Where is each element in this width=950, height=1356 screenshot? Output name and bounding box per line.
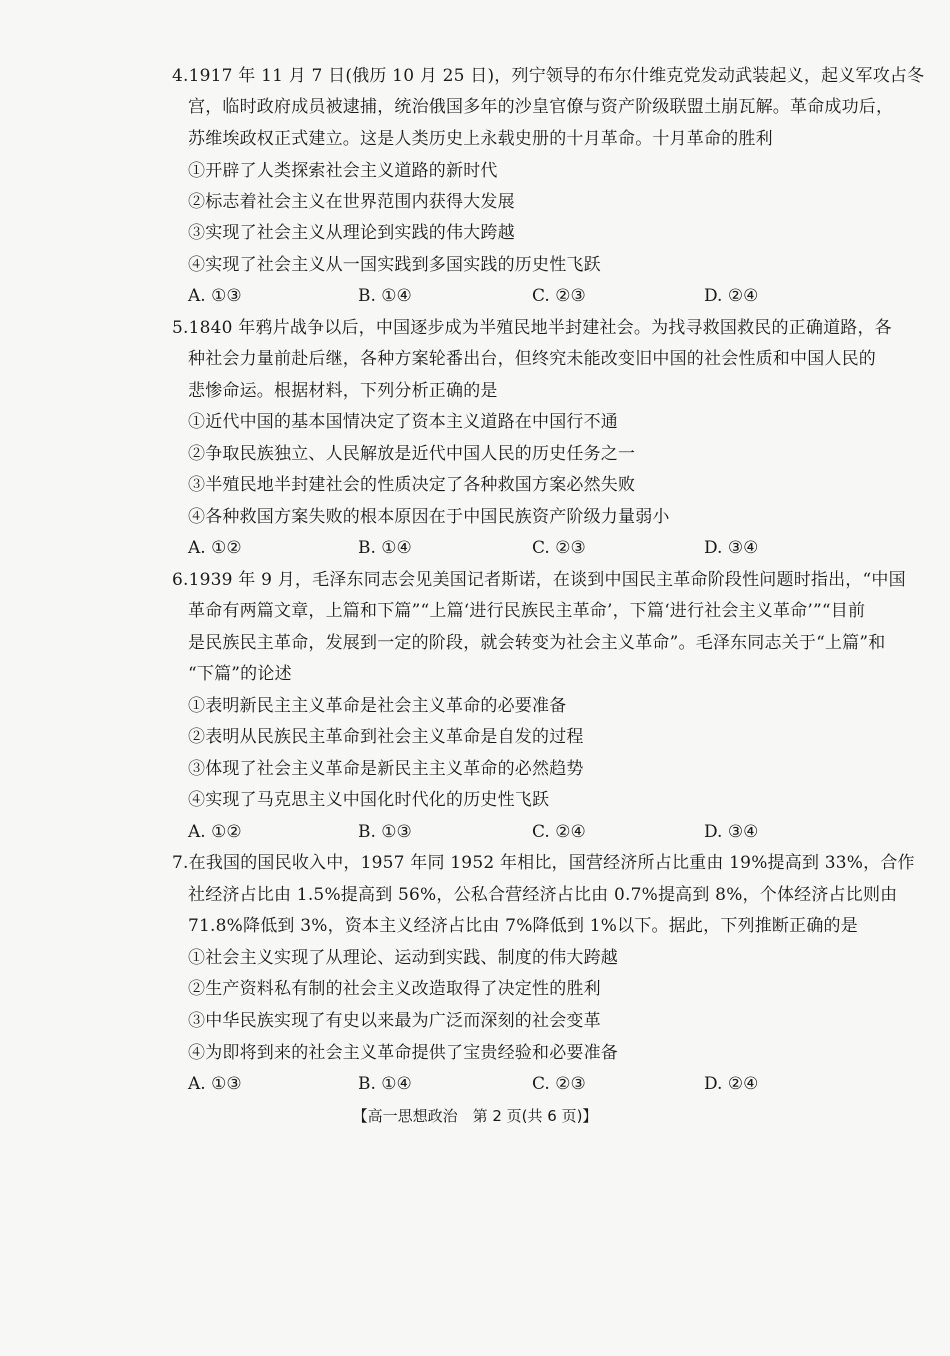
question-stem-line: 悲惨命运。根据材料，下列分析正确的是 <box>188 381 498 401</box>
question-stem-line: 5.1840 年鸦片战争以后，中国逐步成为半殖民地半封建社会。为找寻救国救民的正确道路，各 <box>172 318 892 338</box>
statement-item: ④实现了马克思主义中国化时代化的历史性飞跃 <box>188 790 550 810</box>
question-stem-line: 7.在我国的国民收入中，1957 年同 1952 年相比，国营经济所占比重由 19%提高到 33%，合作 <box>172 853 915 873</box>
option-c[interactable]: C. ②③ <box>532 538 586 558</box>
statement-item: ①开辟了人类探索社会主义道路的新时代 <box>188 161 498 181</box>
question-stem-line: 6.1939 年 9 月，毛泽东同志会见美国记者斯诺，在谈到中国民主革命阶段性问题时指出，“中国 <box>172 570 906 590</box>
statement-item: ①社会主义实现了从理论、运动到实践、制度的伟大跨越 <box>188 948 618 968</box>
option-b[interactable]: B. ①③ <box>358 822 412 842</box>
statement-item: ④各种救国方案失败的根本原因在于中国民族资产阶级力量弱小 <box>188 507 670 527</box>
statement-item: ①表明新民主主义革命是社会主义革命的必要准备 <box>188 696 567 716</box>
statement-item: ③半殖民地半封建社会的性质决定了各种救国方案必然失败 <box>188 475 636 495</box>
statement-item: ①近代中国的基本国情决定了资本主义道路在中国行不通 <box>188 412 618 432</box>
question-stem-line: 4.1917 年 11 月 7 日(俄历 10 月 25 日)，列宁领导的布尔什维克党发动武装起义，起义军攻占冬 <box>172 66 925 86</box>
statement-item: ②争取民族独立、人民解放是近代中国人民的历史任务之一 <box>188 444 636 464</box>
option-d[interactable]: D. ③④ <box>704 538 759 558</box>
option-b[interactable]: B. ①④ <box>358 286 412 306</box>
statement-item: ③体现了社会主义革命是新民主主义革命的必然趋势 <box>188 759 584 779</box>
statement-item: ②生产资料私有制的社会主义改造取得了决定性的胜利 <box>188 979 601 999</box>
answer-options <box>0 1070 950 1098</box>
statement-item: ③实现了社会主义从理论到实践的伟大跨越 <box>188 223 515 243</box>
question-stem-line: 革命有两篇文章，上篇和下篇”“上篇‘进行民族民主革命’，下篇‘进行社会主义革命’”“目前 <box>188 601 866 621</box>
option-d[interactable]: D. ②④ <box>704 286 759 306</box>
question-stem-line: 社经济占比由 1.5%提高到 56%，公私合营经济占比由 0.7%提高到 8%，个体经济占比则由 <box>188 885 898 905</box>
question-stem-line: 宫，临时政府成员被逮捕，统治俄国多年的沙皇官僚与资产阶级联盟土崩瓦解。革命成功后， <box>188 97 894 117</box>
option-c[interactable]: C. ②③ <box>532 286 586 306</box>
question-stem-line: 种社会力量前赴后继，各种方案轮番出台，但终究未能改变旧中国的社会性质和中国人民的 <box>188 349 876 369</box>
question-stem-line: 是民族民主革命，发展到一定的阶段，就会转变为社会主义革命”。毛泽东同志关于“上篇”和 <box>188 633 886 653</box>
answer-options <box>0 282 950 310</box>
option-d[interactable]: D. ③④ <box>704 822 759 842</box>
option-b[interactable]: B. ①④ <box>358 538 412 558</box>
option-c[interactable]: C. ②④ <box>532 822 586 842</box>
question-stem-line: “下篇”的论述 <box>188 664 292 684</box>
statement-item: ④实现了社会主义从一国实践到多国实践的历史性飞跃 <box>188 255 601 275</box>
option-a[interactable]: A. ①③ <box>188 1074 242 1094</box>
option-a[interactable]: A. ①② <box>188 822 242 842</box>
option-d[interactable]: D. ②④ <box>704 1074 759 1094</box>
statement-item: ②标志着社会主义在世界范围内获得大发展 <box>188 192 515 212</box>
statement-item: ③中华民族实现了有史以来最为广泛而深刻的社会变革 <box>188 1011 601 1031</box>
answer-options <box>0 818 950 846</box>
answer-options <box>0 534 950 562</box>
option-a[interactable]: A. ①③ <box>188 286 242 306</box>
option-c[interactable]: C. ②③ <box>532 1074 586 1094</box>
option-a[interactable]: A. ①② <box>188 538 242 558</box>
question-stem-line: 苏维埃政权正式建立。这是人类历史上永载史册的十月革命。十月革命的胜利 <box>188 129 773 149</box>
question-stem-line: 71.8%降低到 3%，资本主义经济占比由 7%降低到 1%以下。据此，下列推断正确的是 <box>188 916 858 936</box>
page-footer: 【高一思想政治 第 2 页(共 6 页)】 <box>352 1107 598 1125</box>
option-b[interactable]: B. ①④ <box>358 1074 412 1094</box>
statement-item: ②表明从民族民主革命到社会主义革命是自发的过程 <box>188 727 584 747</box>
statement-item: ④为即将到来的社会主义革命提供了宝贵经验和必要准备 <box>188 1043 618 1063</box>
